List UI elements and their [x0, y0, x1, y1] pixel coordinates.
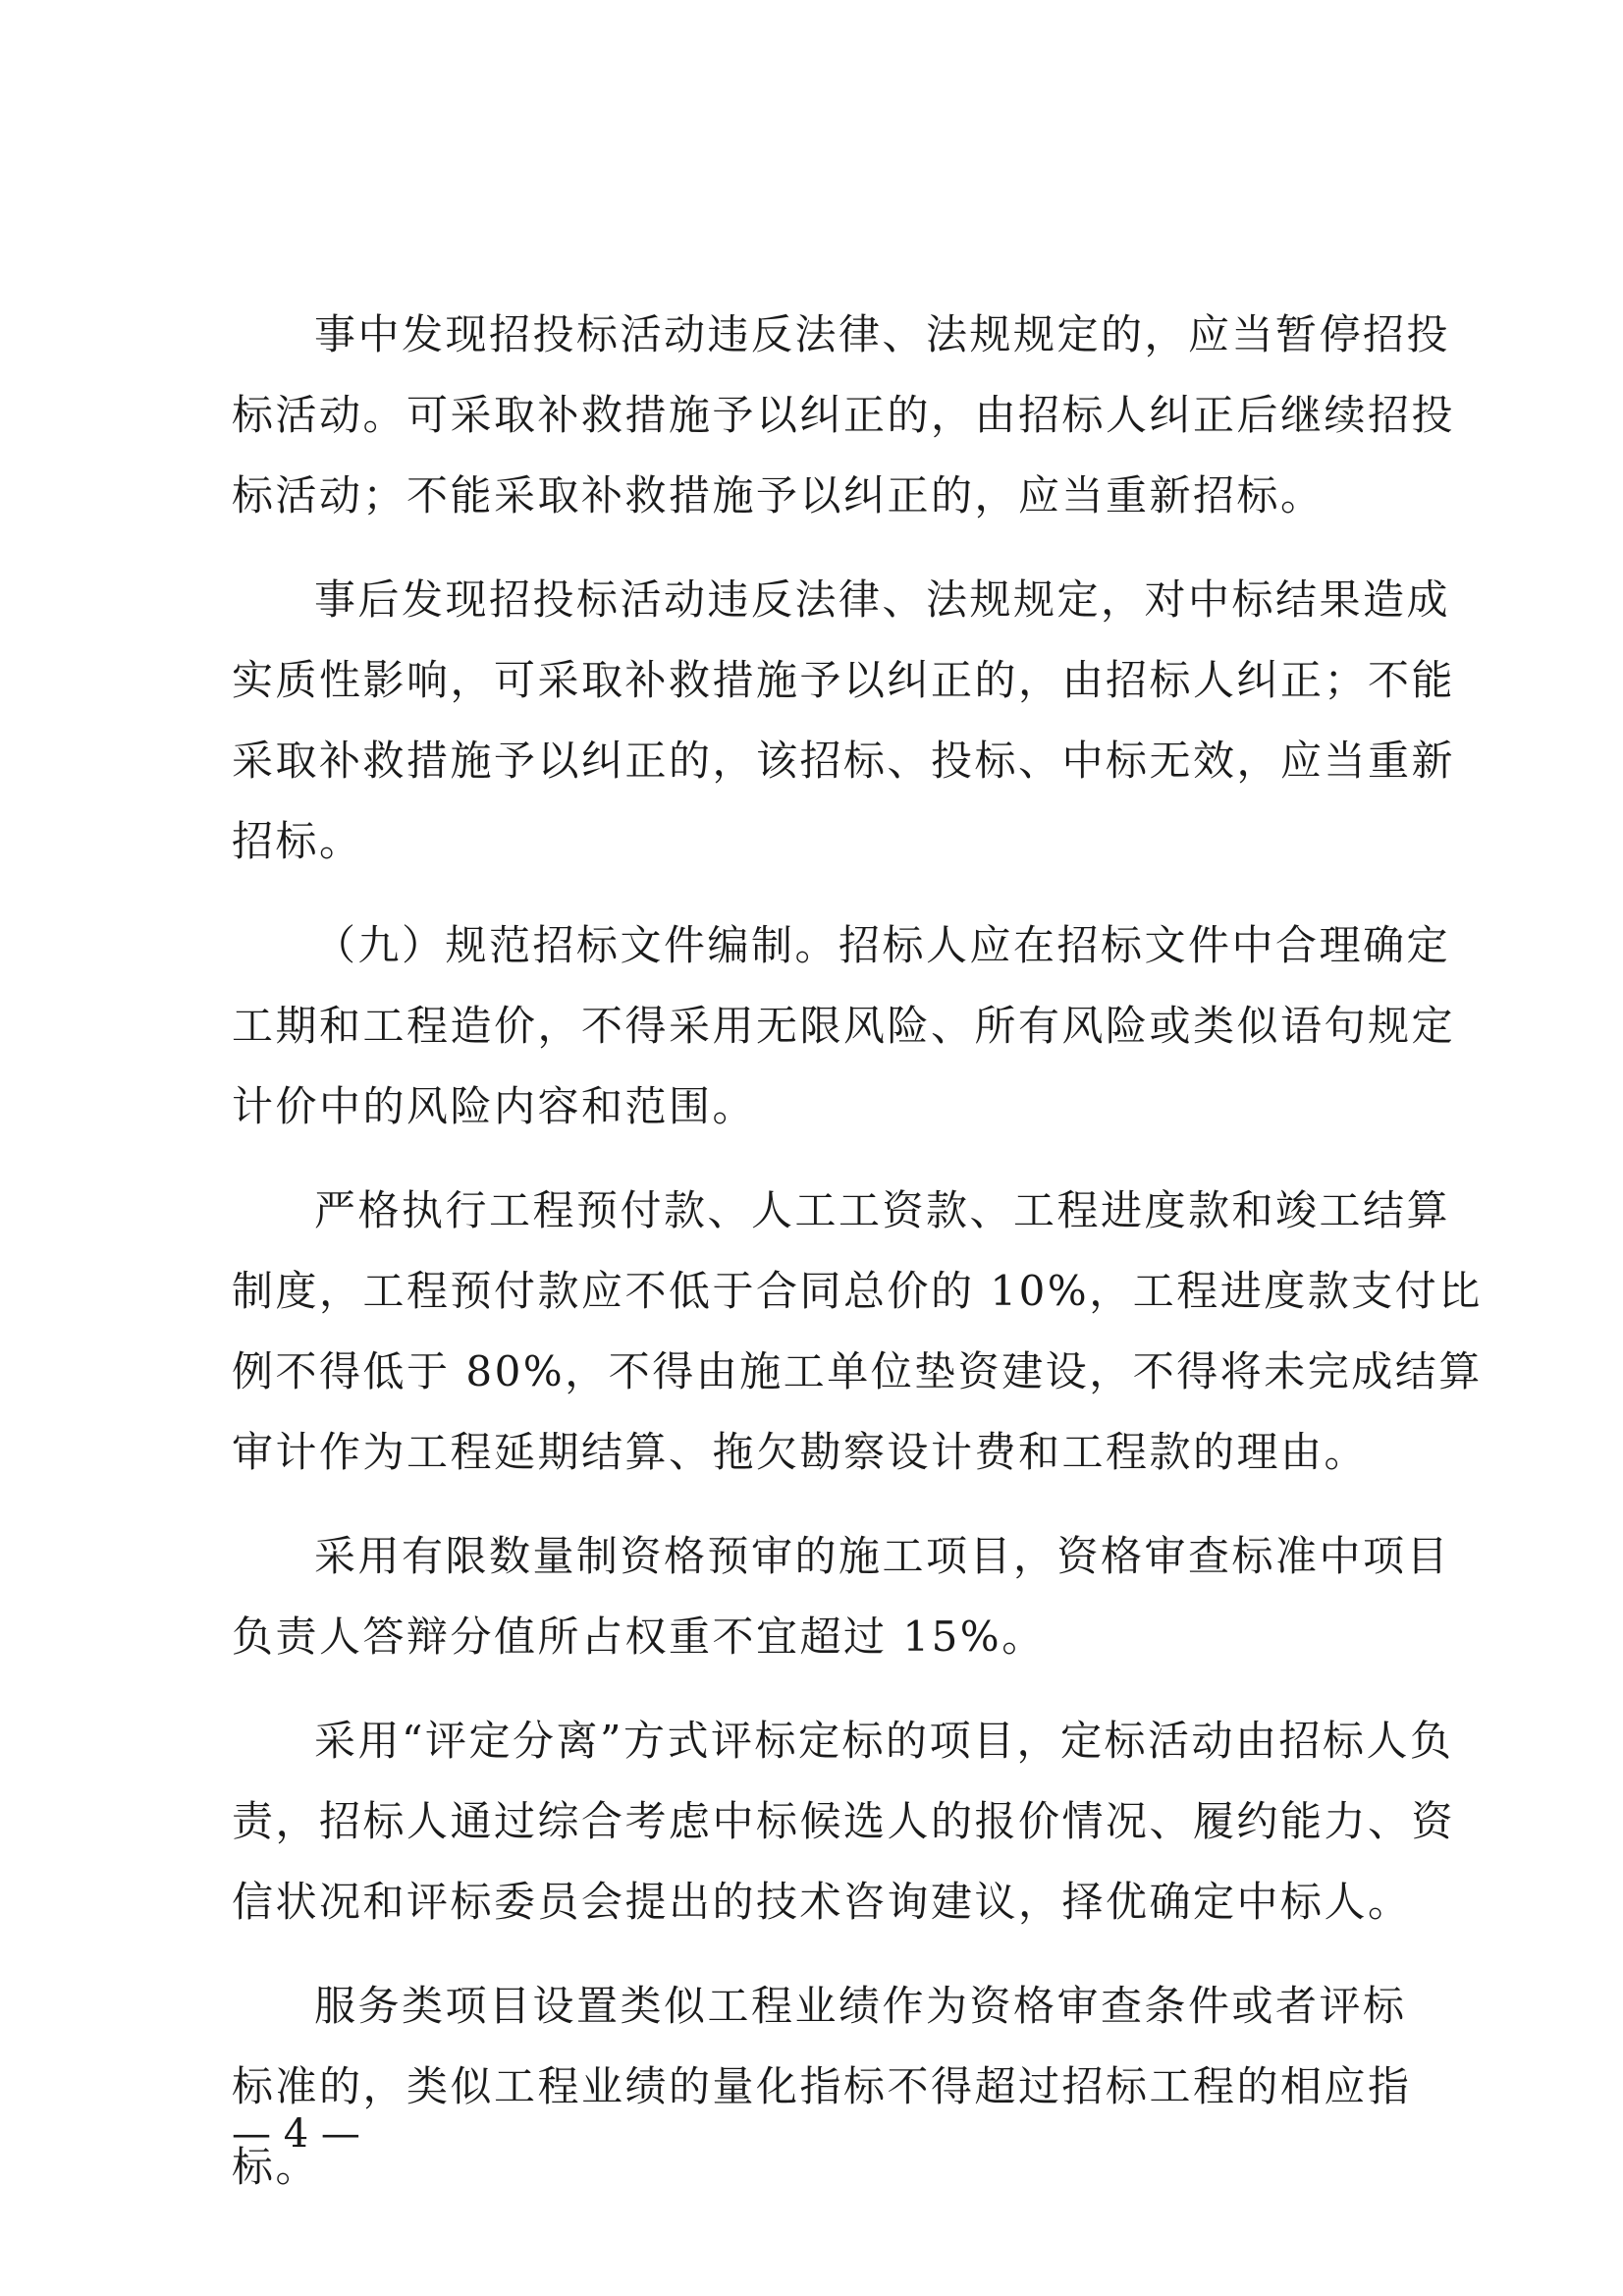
paragraph-line: 事中发现招投标活动违反法律、法规规定的，应当暂停招投 — [314, 310, 1451, 358]
paragraph-6 — [232, 1701, 1456, 1942]
paragraph-line: 事后发现招投标活动违反法律、法规规定，对中标结果造成 — [314, 575, 1451, 624]
paragraph-line: 工期和工程造价，不得采用无限风险、所有风险或类似语句规定 — [232, 1002, 1456, 1050]
paragraph-line: 标活动；不能采取补救措施予以纠正的，应当重新招标。 — [232, 471, 1325, 519]
paragraph-line: 严格执行工程预付款、人工工资款、工程进度款和竣工结算 — [314, 1186, 1451, 1234]
paragraph-line: 计价中的风险内容和范围。 — [232, 1082, 757, 1130]
paragraph-line: 责，招标人通过综合考虑中标候选人的报价情况、履约能力、资 — [232, 1797, 1456, 1845]
paragraph-line: 信状况和评标委员会提出的技术咨询建议，择优确定中标人。 — [232, 1878, 1412, 1926]
document-body — [232, 295, 1483, 2231]
page-number: — 4 — — [232, 2111, 360, 2157]
paragraph-line: 制度，工程预付款应不低于合同总价的 10%，工程进度款支付比 — [232, 1267, 1483, 1315]
paragraph-2 — [232, 560, 1456, 882]
paragraph-5 — [232, 1516, 1451, 1677]
paragraph-line: 标。 — [232, 2143, 320, 2191]
section-heading-line: （九）规范招标文件编制。招标人应在招标文件中合理确定 — [314, 921, 1451, 969]
paragraph-3 — [232, 905, 1456, 1147]
paragraph-line: 采用有限数量制资格预审的施工项目，资格审查标准中项目 — [314, 1532, 1451, 1580]
paragraph-line: 服务类项目设置类似工程业绩作为资格审查条件或者评标 — [314, 1982, 1407, 2030]
paragraph-line: 招标。 — [232, 817, 363, 865]
paragraph-line: 审计作为工程延期结算、拖欠勘察设计费和工程款的理由。 — [232, 1428, 1369, 1476]
paragraph-line: 实质性影响，可采取补救措施予以纠正的，由招标人纠正；不能 — [232, 656, 1456, 704]
paragraph-7 — [232, 1966, 1439, 2208]
paragraph-line: 标准的，类似工程业绩的量化指标不得超过招标工程的相应指 — [232, 2062, 1412, 2110]
paragraph-line: 负责人答辩分值所占权重不宜超过 15%。 — [232, 1613, 1046, 1661]
paragraph-4 — [232, 1171, 1483, 1493]
paragraph-line: 采用“评定分离”方式评标定标的项目，定标活动由招标人负 — [314, 1717, 1454, 1765]
paragraph-line: 采取补救措施予以纠正的，该招标、投标、中标无效，应当重新 — [232, 737, 1456, 785]
paragraph-line: 标活动。可采取补救措施予以纠正的，由招标人纠正后继续招投 — [232, 391, 1456, 439]
paragraph-1 — [232, 295, 1456, 536]
paragraph-line: 例不得低于 80%，不得由施工单位垫资建设，不得将未完成结算 — [232, 1347, 1483, 1395]
